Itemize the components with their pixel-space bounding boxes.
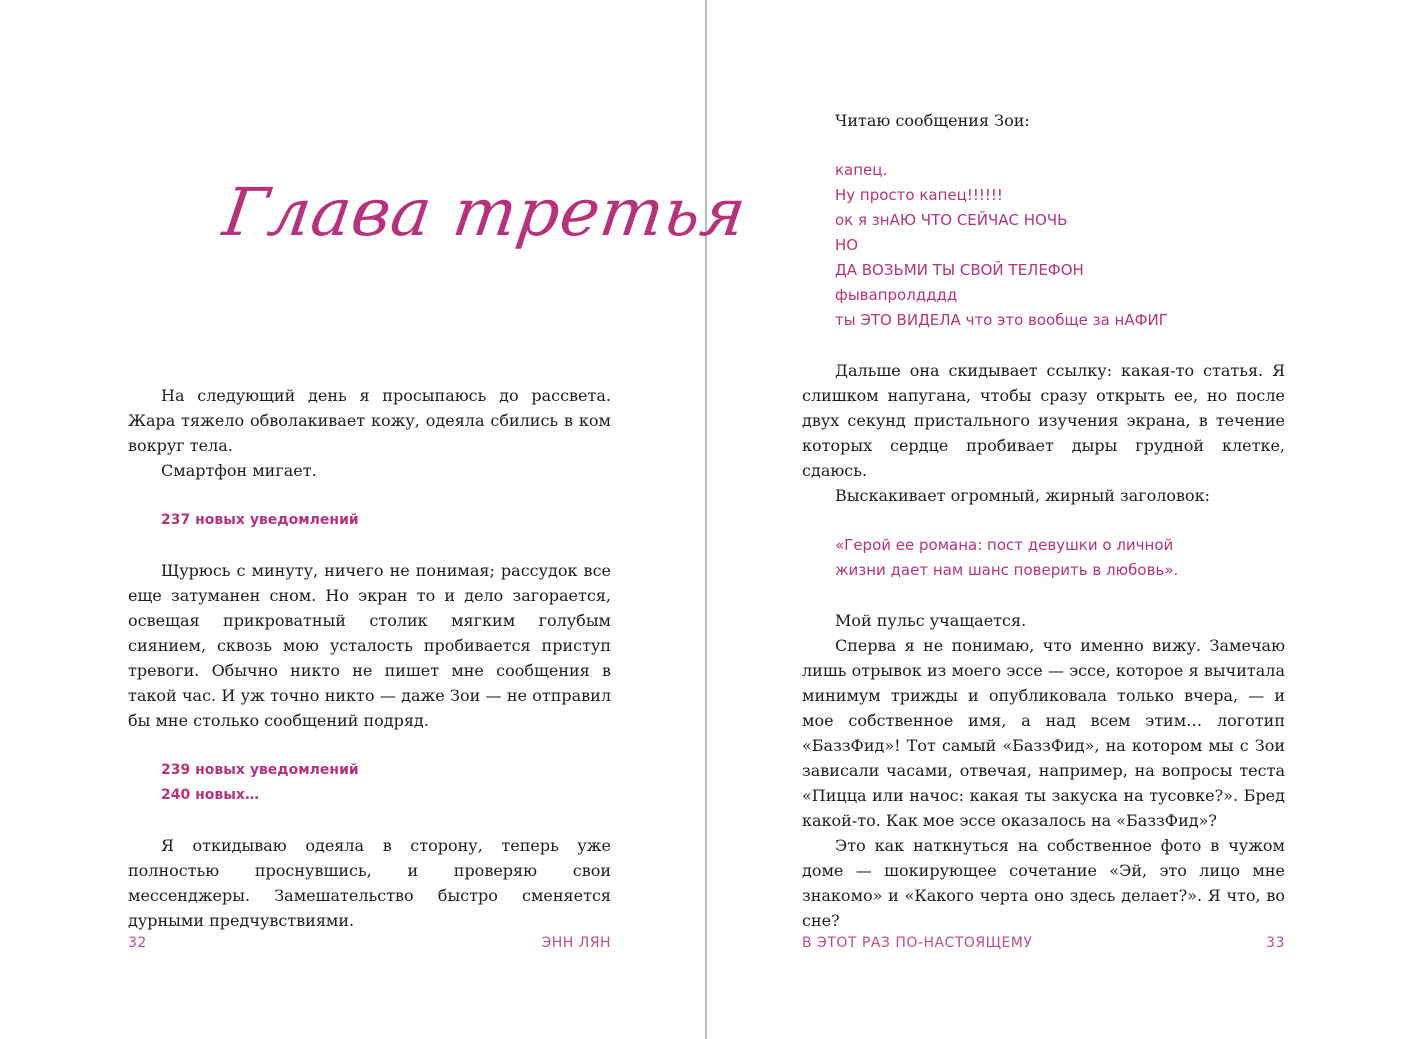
paragraph: Я откидываю одеяла в сторону, теперь уже полностью проснувшись, и проверяю свои мессенджеры. Замешательство быстро сменяется дурными предчувствиями.	[128, 836, 611, 930]
running-header-title: В ЭТОТ РАЗ ПО-НАСТОЯЩЕМУ	[802, 935, 1033, 951]
running-header-author: ЭНН ЛЯН	[541, 935, 611, 951]
notification-count: 240 новых…	[161, 787, 259, 803]
left-page	[128, 0, 752, 1039]
article-headline: жизни дает нам шанс поверить в любовь».	[835, 561, 1179, 579]
chat-message: ты ЭТО ВИДЕЛА что это вообще за нАФИГ	[835, 311, 1168, 329]
page-number: 33	[1266, 935, 1285, 951]
chapter-title: Глава третья	[218, 174, 752, 251]
paragraph: Выскакивает огромный, жирный заголовок:	[835, 486, 1211, 505]
paragraph: Сперва я не понимаю, что именно вижу. Замечаю лишь отрывок из моего эссе — эссе, которое я вычитала минимум трижды и опубликовала только вчера, — и мое собственное имя, а над всем этим… логотип «БаззФид»! Тот самый «БаззФид», на котором мы с Зои зависали часами, отвечая, например, на вопросы теста «Пицца или начос: какая ты закуска на тусовке?». Бред какой-то. Как мое эссе оказалось на «БаззФид»?	[802, 636, 1285, 830]
notification-count: 237 новых уведомлений	[161, 512, 359, 528]
chat-message: капец.	[835, 161, 888, 179]
paragraph: Дальше она скидывает ссылку: какая-то статья. Я слишком напугана, чтобы сразу открыть ее, но после двух секунд пристального изучения экрана, в течение которых сердце пробивает дыры грудной клетке, сдаюсь.	[802, 361, 1285, 480]
paragraph: Читаю сообщения Зои:	[835, 111, 1030, 130]
right-page-body	[802, 108, 1285, 933]
right-page	[802, 0, 1285, 1039]
chat-message: НО	[835, 236, 859, 254]
paragraph: На следующий день я просыпаюсь до рассвета. Жара тяжело обволакивает кожу, одеяла сбились в ком вокруг тела.	[128, 386, 611, 455]
paragraph: Это как наткнуться на собственное фото в чужом доме — шокирующее сочетание «Эй, это лицо мне знакомо» и «Какого черта оно здесь делает?». Я что, во сне?	[802, 836, 1285, 930]
page-number: 32	[128, 935, 147, 951]
chat-message: ок я знАЮ ЧТО СЕЙЧАС НОЧЬ	[835, 211, 1068, 229]
paragraph: Смартфон мигает.	[161, 461, 317, 480]
chat-message: ДА ВОЗЬМИ ТЫ СВОЙ ТЕЛЕФОН	[835, 261, 1084, 279]
article-headline: «Герой ее романа: пост девушки о личной	[835, 536, 1174, 554]
paragraph: Щурюсь с минуту, ничего не понимая; рассудок все еще затуманен сном. Но экран то и дело загорается, освещая прикроватный столик мягким голубым сиянием, сквозь мою усталость пробивается приступ тревоги. Обычно никто не пишет мне сообщения в такой час. И уж точно никто — даже Зои — не отправил бы мне столько сообщений подряд.	[128, 561, 611, 730]
page-gutter	[705, 0, 707, 1039]
left-page-body	[128, 383, 611, 933]
chat-message: фывапролдддд	[835, 286, 958, 304]
paragraph: Мой пульс учащается.	[835, 611, 1027, 630]
notification-count: 239 новых уведомлений	[161, 762, 359, 778]
chat-message: Ну просто капец!!!!!!	[835, 186, 1003, 204]
